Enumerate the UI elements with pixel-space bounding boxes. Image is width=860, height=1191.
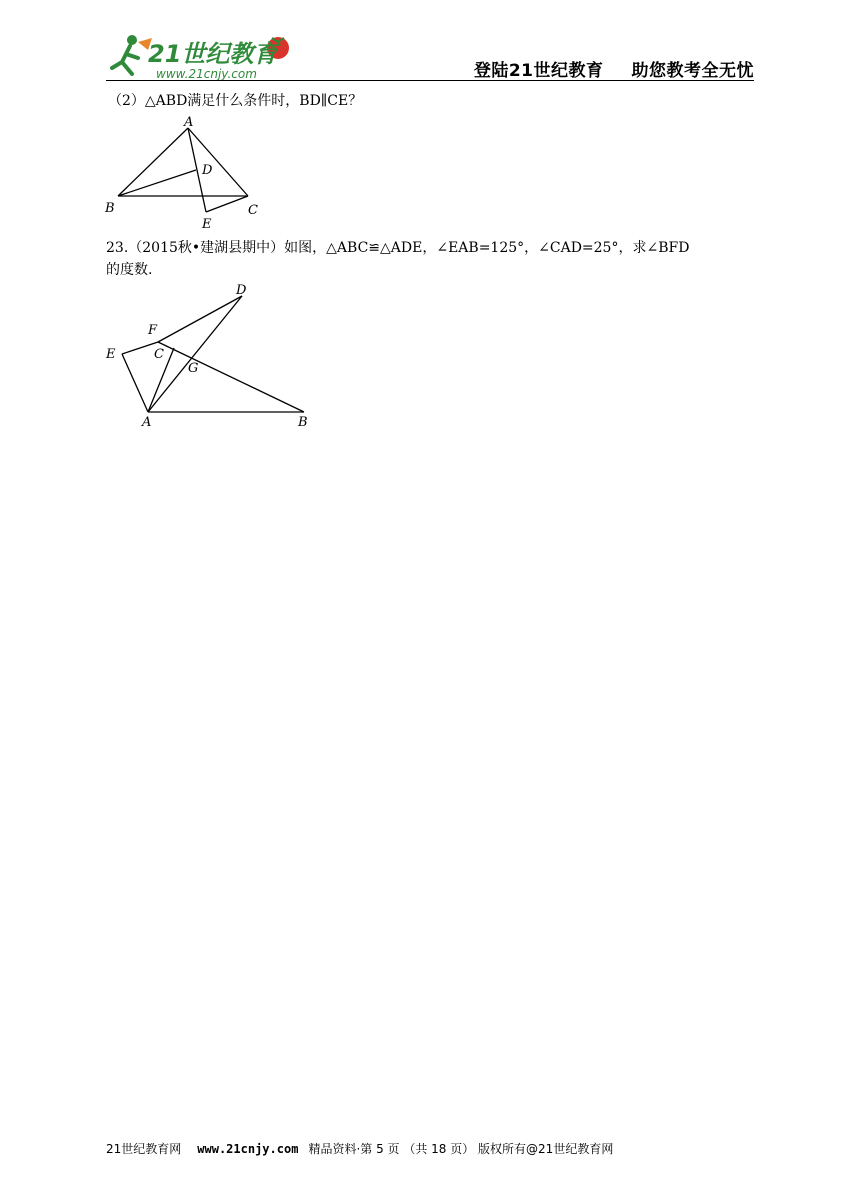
label-E: E — [106, 347, 116, 362]
segment-AE — [122, 354, 148, 412]
segment-FB — [158, 342, 304, 412]
question-23-line-1: 23.（2015秋•建湖县期中）如图，△ABC≌△ADE，∠EAB=125°，∠CAD=25°，求∠BFD — [106, 240, 690, 256]
label-B: B — [105, 201, 115, 216]
logo-graphic — [108, 28, 308, 84]
question-23-line-2: 的度数. — [106, 262, 153, 278]
slogan-right: 助您教考全无忧 — [631, 61, 754, 81]
header-divider — [106, 80, 754, 81]
footer-site-name: 21世纪教育网 — [106, 1142, 182, 1156]
footer-page-info: 精品资料·第 5 页 （共 18 页） 版权所有@21世纪教育网 — [308, 1142, 614, 1156]
label-E: E — [202, 217, 212, 232]
label-D: D — [236, 283, 247, 298]
figure-q23 — [98, 276, 320, 434]
segment-AB — [118, 128, 188, 196]
segment-FD — [158, 296, 242, 342]
label-G: G — [188, 361, 199, 376]
label-A: A — [184, 115, 194, 130]
page-footer — [106, 1140, 613, 1157]
label-F: F — [148, 323, 158, 338]
logo-url: www.21cnjy.com — [156, 67, 257, 81]
label-D: D — [202, 163, 213, 178]
site-logo[interactable] — [108, 28, 308, 84]
footer-url-link[interactable]: www.21cnjy.com — [197, 1142, 299, 1156]
segment-BD — [118, 170, 196, 196]
figure-q22 — [100, 112, 270, 234]
slogan-left: 登陆21世纪教育 — [473, 61, 604, 81]
header-slogan — [474, 56, 754, 81]
segment-EF — [122, 342, 158, 354]
question-22-part-2: （2）△ABD满足什么条件时，BD∥CE？ — [108, 93, 363, 109]
logo-title: 21世纪教育 — [148, 40, 278, 68]
segment-EC — [206, 196, 248, 212]
label-B: B — [298, 415, 308, 430]
label-A: A — [142, 415, 152, 430]
label-C: C — [248, 203, 258, 218]
segment-AC — [188, 128, 248, 196]
label-C: C — [154, 347, 164, 362]
